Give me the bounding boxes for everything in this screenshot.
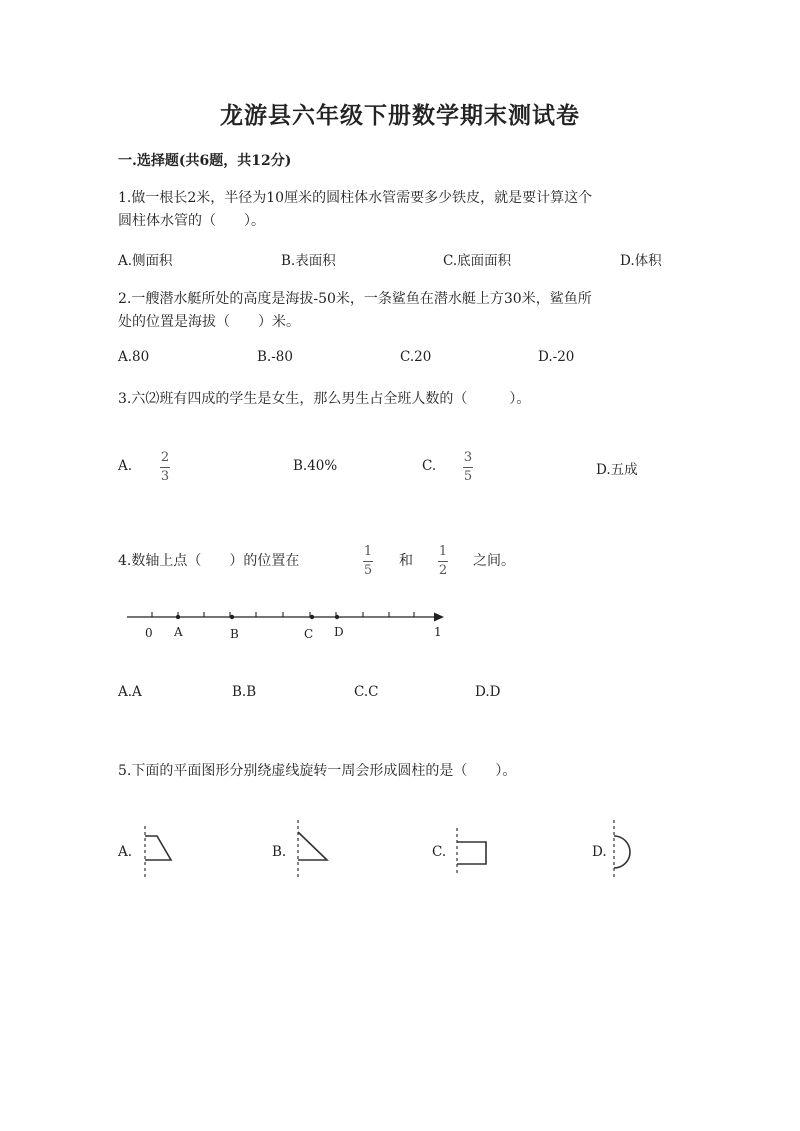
fraction-numerator: 2 <box>160 450 170 465</box>
figure-d-semicircle <box>614 820 630 880</box>
q1-text-line1: 1.做一根长2米，半径为10厘米的圆柱体水管需要多少铁皮，就是要计算这个 <box>118 190 593 206</box>
fraction-numerator: 3 <box>463 450 473 465</box>
q2-option-c[interactable]: C.20 <box>400 349 432 365</box>
q5-option-b[interactable]: B. <box>272 844 287 860</box>
fraction-denominator: 5 <box>363 563 373 578</box>
q2-option-b[interactable]: B.-80 <box>257 349 293 365</box>
axis-label-a: A <box>174 625 183 639</box>
q5-text: 5.下面的平面图形分别绕虚线旋转一周会形成圆柱的是（ ）。 <box>118 763 517 779</box>
q3-option-d[interactable]: D.五成 <box>596 462 638 478</box>
q2-text-line1: 2.一艘潜水艇所处的高度是海拔-50米，一条鲨鱼在潜水艇上方30米，鲨鱼所 <box>118 291 592 307</box>
q3-text: 3.六⑵班有四成的学生是女生，那么男生占全班人数的（ ）。 <box>118 391 531 407</box>
q3-option-a[interactable]: A. <box>118 458 133 474</box>
q5-option-d[interactable]: D. <box>592 844 607 860</box>
q5-option-a[interactable]: A. <box>118 844 133 860</box>
figure-a-trapezoid <box>145 826 171 878</box>
q1-option-d[interactable]: D.体积 <box>620 253 662 269</box>
q4-text-after: 之间。 <box>473 553 515 569</box>
q4-option-b[interactable]: B.B <box>232 684 257 700</box>
q1-option-b[interactable]: B.表面积 <box>281 253 336 269</box>
q2-text-line2: 处的位置是海拔（ ）米。 <box>118 314 300 330</box>
q4-option-d[interactable]: D.D <box>475 684 501 700</box>
axis-label-c: C <box>304 627 314 641</box>
figure-c-rectangle <box>457 828 486 876</box>
q1-text-line2: 圆柱体水管的（ ）。 <box>118 213 265 229</box>
fraction-denominator: 3 <box>160 469 170 484</box>
q4-option-c[interactable]: C.C <box>354 684 379 700</box>
q1-option-c[interactable]: C.底面面积 <box>443 253 512 269</box>
fraction-denominator: 2 <box>438 563 448 578</box>
axis-label-one: 1 <box>434 625 442 639</box>
page-title: 龙游县六年级下册数学期末测试卷 <box>220 102 580 129</box>
q4-and: 和 <box>399 553 413 569</box>
section-title: 一.选择题(共6题，共12分) <box>118 153 292 169</box>
figure-b-triangle <box>298 820 327 880</box>
fraction-numerator: 1 <box>438 544 448 559</box>
axis-label-zero: 0 <box>145 626 153 640</box>
q3-option-b[interactable]: B.40% <box>293 458 338 474</box>
q4-option-a[interactable]: A.A <box>118 684 142 700</box>
axis-label-b: B <box>230 627 239 641</box>
fraction-denominator: 5 <box>463 469 473 484</box>
fraction-numerator: 1 <box>363 544 373 559</box>
q5-option-c[interactable]: C. <box>432 844 447 860</box>
q3-option-c[interactable]: C. <box>422 458 437 474</box>
q2-option-d[interactable]: D.-20 <box>538 349 575 365</box>
q2-option-a[interactable]: A.80 <box>118 349 150 365</box>
q4-text-before: 4.数轴上点（ ）的位置在 <box>118 553 300 569</box>
axis-label-d: D <box>334 625 344 639</box>
q1-option-a[interactable]: A.侧面积 <box>118 253 173 269</box>
